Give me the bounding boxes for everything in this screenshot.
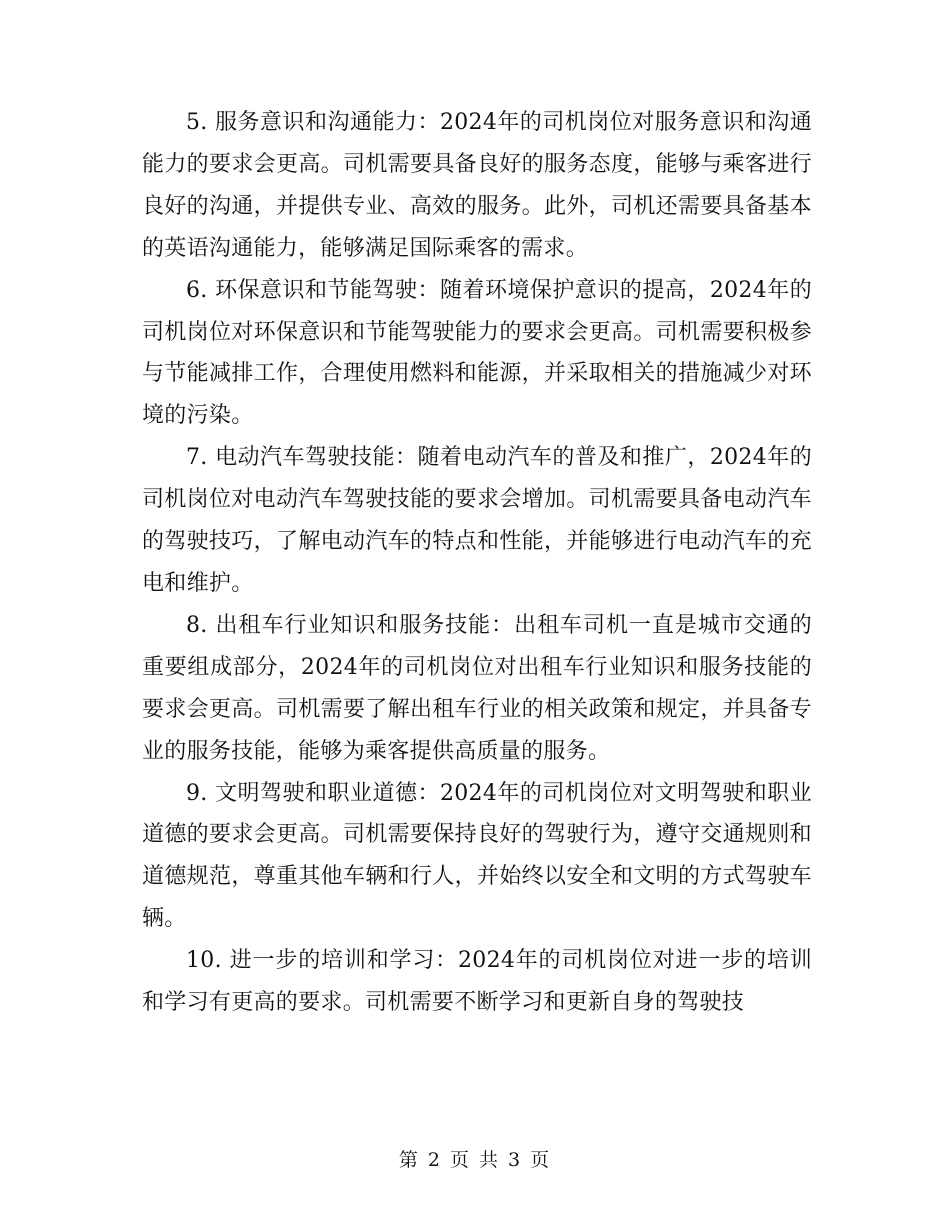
paragraph-item-6: 6. 环保意识和节能驾驶：随着环境保护意识的提高，2024年的司机岗位对环保意识和节能驾驶能力的要求会更高。司机需要积极参与节能减排工作，合理使用燃料和能源，并采取相关的措施减少对环境的污染。 [142, 277, 812, 429]
page-footer [0, 1146, 950, 1174]
paragraph-item-8: 8. 出租车行业知识和服务技能：出租车司机一直是城市交通的重要组成部分，2024年的司机岗位对出租车行业知识和服务技能的要求会更高。司机需要了解出租车行业的相关政策和规定，并具备专业的服务技能，能够为乘客提供高质量的服务。 [142, 612, 812, 764]
paragraph-item-7: 7. 电动汽车驾驶技能：随着电动汽车的普及和推广，2024年的司机岗位对电动汽车驾驶技能的要求会增加。司机需要具备电动汽车的驾驶技巧，了解电动汽车的特点和性能，并能够进行电动汽车的充电和维护。 [142, 445, 812, 596]
document-body [142, 102, 812, 1024]
paragraph-item-9: 9. 文明驾驶和职业道德：2024年的司机岗位对文明驾驶和职业道德的要求会更高。司机需要保持良好的驾驶行为，遵守交通规则和道德规范，尊重其他车辆和行人，并始终以安全和文明的方式驾驶车辆。 [142, 780, 812, 932]
paragraph-item-10: 10. 进一步的培训和学习：2024年的司机岗位对进一步的培训和学习有更高的要求。司机需要不断学习和更新自身的驾驶技 [142, 948, 812, 1016]
page-number: 第 2 页 共 3 页 [398, 1149, 552, 1171]
paragraph-item-5: 5. 服务意识和沟通能力：2024年的司机岗位对服务意识和沟通能力的要求会更高。司机需要具备良好的服务态度，能够与乘客进行良好的沟通，并提供专业、高效的服务。此外，司机还需要具备基本的英语沟通能力，能够满足国际乘客的需求。 [142, 110, 812, 261]
